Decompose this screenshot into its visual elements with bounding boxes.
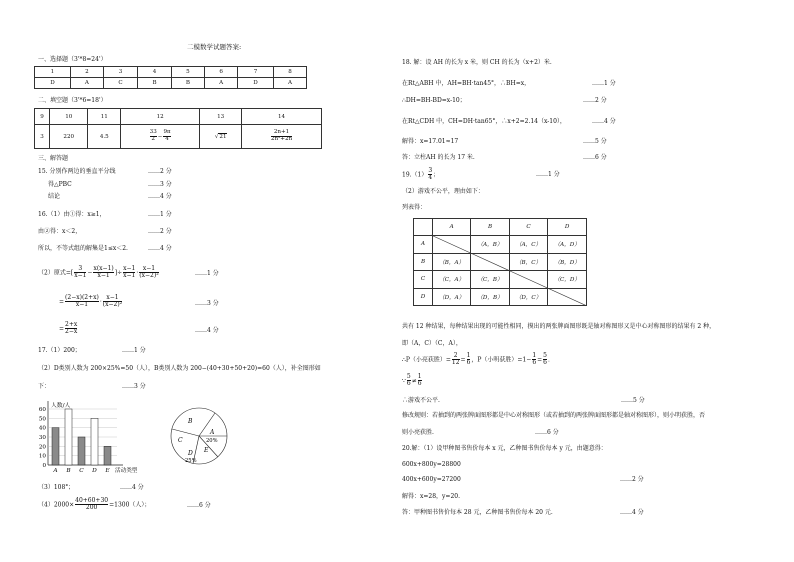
pie-label-e: E [204,447,209,454]
fill-answer-13: √21 [200,125,242,149]
choice-num: 5 [171,67,204,78]
q20-line4: 解得：x=28，y=20. [402,493,461,500]
frac-num: 5 [406,373,411,380]
row-header: B [414,253,433,271]
frac-num: x−1 [103,295,122,302]
y-tick-label: 40 [38,425,46,432]
x-tick-label: C [79,468,84,474]
choice-num: 2 [70,67,103,78]
frac-den: 4 [428,174,433,182]
fill-answer: 3 [35,125,50,149]
score: ……6 分 [187,502,211,509]
q16-line1: 16.（1）由①得：x≥1， [38,211,106,218]
q18-line3: ∴DH=BH-BD=x-10； [402,97,466,104]
choice-answer: D [238,78,274,89]
row-header: C [414,271,433,289]
outcome-cell: （B，A） [433,253,471,271]
score: ……2 分 [148,168,172,175]
fill-num: 12 [121,109,200,125]
score: ……3 分 [195,300,219,307]
fill-answer: 4.5 [88,125,121,149]
q16-line2: 由②得：x＜2， [38,228,82,235]
q19-line10: 则小亮获胜. [402,429,434,436]
frac-num: (2−x)(2+x) [65,294,99,301]
outcome-cell: （A，D） [548,236,587,254]
outcome-cell: （A，C） [509,236,548,254]
outcome-cell: （A，B） [471,236,509,254]
expr-result: =1300（人）； [109,501,151,509]
choice-answer: B [138,78,171,89]
frac-den: 6 [466,359,471,367]
choice-num: 1 [35,67,71,78]
fill-num: 13 [200,109,242,125]
q19-line1 [402,168,439,182]
bar-a [52,428,59,465]
expr-prefix: （4）2000× [38,501,75,509]
fill-num: 10 [50,109,88,125]
expr-part: ∵ [402,377,406,385]
choice-answer: D [35,78,71,89]
outcome-cell: （B，C） [509,253,548,271]
frac-den: 12 [451,359,460,367]
frac-den: 2 [151,136,155,142]
x-tick-label: B [66,468,71,474]
outcome-cell: （D，B） [471,288,509,306]
q20-line5: 答：甲种图书售价每本 28 元，乙种图书售价每本 20 元. [402,509,553,516]
q18-line1: 18. 解：设 AH 的长为 x 米，则 CH 的长为（x+2）米. [402,59,552,66]
expr-part: ≠ [411,377,417,385]
choice-num: 4 [138,67,171,78]
frac-num: 1 [417,373,422,380]
y-tick-label: 10 [38,453,46,460]
x-tick-label: D [92,468,97,474]
section1-heading: 一、选择题（3'*8=24'） [38,56,107,63]
frac-num: 5 [543,352,547,359]
pie-label-b: B [188,418,193,425]
choice-answer-table [34,66,307,89]
y-tick-label: 50 [38,416,46,423]
score: ……4 分 [148,245,172,252]
score: ……1 分 [592,80,616,87]
outcome-cell: （D，C） [509,288,548,306]
frac-num: 40+60+30 [75,497,109,504]
x-tick-label: E [105,468,110,474]
score: ……2 分 [148,228,172,235]
q16-expr3: = $\frac{2+x}{2-x}$ [59,321,78,336]
score: ……4 分 [592,118,616,125]
col-header: C [509,219,548,236]
pie-chart [168,405,230,467]
q16-line3: 所以，不等式组的解集是1≤x＜2. [38,245,128,252]
page-title: 二模数学试题答案: [187,43,242,51]
q16-expr2: = $\frac{(2-x)(2+x)}{x-1}$ · $\frac{x-1}{\text{(x−2)²}}$ [59,294,123,309]
q15-line2: 得△PBC [48,181,72,188]
frac-den: (x−2)² [139,272,159,280]
frac-den: x−1 [75,301,89,309]
frac-num: 3 [428,167,433,174]
fill-answer-12: $\frac{33}{2}$ − $\frac{9\pi}{4}$ [121,125,200,149]
q17-line3: 下： [38,383,51,390]
q15-line1: 15. 分别作两边的垂直平分线 [38,168,116,175]
pie-label-c: C [178,437,183,444]
frac-num: 33 [149,129,157,136]
frac-den: (x−2)² [102,301,123,309]
score: ……4 分 [195,327,219,334]
score: ……4 分 [120,484,144,491]
q19-line4: 共有 12 种结果，每种结果出现的可能性相同，摸出的两张牌面图形既是轴对称图形又是中心对称图形的结果有 2 种， [402,323,716,330]
q20-line1: 20.解：（1）设甲种图书售价每本 x 元，乙种图书售价每本 y 元，由题意得： [402,445,607,452]
score: ……3 分 [122,383,146,390]
frac-num: 9π [163,129,171,136]
score: ……1 分 [195,270,219,277]
frac-den: x−1 [123,272,136,280]
col-header: D [548,219,587,236]
frac-den: 2n²+2n [270,136,293,142]
frac-num: 1 [466,352,471,359]
outcome-cell [471,253,509,271]
section2-heading: 二、填空题（3'*6=18'） [38,97,107,104]
frac-den: 6 [406,380,411,388]
col-header: A [433,219,471,236]
q15-line3: 结论 [48,193,61,200]
q17-line1: 17.（1）200； [38,347,81,354]
outcome-table [413,218,587,306]
choice-num: 6 [205,67,238,78]
y-axis-title: 人数/人 [51,403,71,409]
expr-part: ，P（小明获胜）=1− [471,356,532,364]
expr-part: = [537,356,543,364]
sqrt-value: 21 [219,133,227,140]
fill-answer-table [34,108,322,149]
score: ……5 分 [583,138,607,145]
outcome-cell: （C，A） [433,271,471,289]
frac-den: 6 [532,359,537,367]
section3-heading: 三、解答题 [38,155,69,162]
bar-chart [30,393,165,478]
row-header: D [414,288,433,306]
outcome-cell [548,288,587,306]
fill-num: 9 [35,109,50,125]
frac-num: x−1 [123,265,136,272]
outcome-cell: （D，A） [433,288,471,306]
q18-line2: 在Rt△ABH 中，AH=BH·tan45°，∴BH=x， [402,80,531,87]
fill-answer: 220 [50,125,88,149]
frac-den: 200 [85,504,98,512]
expr-part: ∴P（小亮获胜）= [402,356,451,364]
y-tick-label: 30 [38,435,46,441]
choice-num: 8 [274,67,307,78]
expr-suffix: ； [433,171,440,179]
pie-pct-d: 25% [185,458,197,464]
frac-den: 2−x [65,328,78,336]
expr-part: = [460,356,466,364]
frac-den: 4 [165,136,169,142]
frac-den: 6 [417,380,422,388]
outcome-cell: （B，D） [548,253,587,271]
score: ……6 分 [583,154,607,161]
choice-answer: A [70,78,103,89]
score: ……4 分 [148,193,172,200]
q19-line8: ∴游戏不公平. [402,397,440,404]
frac-num: 2+x [65,321,78,328]
frac-den: x−1 [97,272,110,280]
outcome-cell [433,236,471,254]
choice-answer: C [103,78,137,89]
score: ……6 分 [535,429,559,436]
q17-line4: （3）108°； [38,484,75,491]
q18-line4: 在Rt△CDH 中，CH=DH·tan65°，∴x+2=2.14（x-10）， [402,118,566,125]
bar-c [78,437,85,465]
q19-probability [402,353,554,367]
q19-line3: 列表得： [402,204,427,211]
score: ……4 分 [620,509,644,516]
x-axis-title: 活动类型 [115,468,138,474]
score: ……2 分 [583,97,607,104]
col-header: B [471,219,509,236]
pie-label-a: A [210,429,215,436]
outcome-cell [509,271,548,289]
frac-num: 3 [74,266,86,273]
frac-den: x−1 [74,272,87,280]
q19-line5: 即（A，C）（C，A）， [402,340,462,347]
fill-num: 14 [242,109,322,125]
outcome-grid [413,218,587,306]
q16-expr1: （2）原式=[ $\frac{3}{x-1}$ − $\frac{x(x-1)}{x-1}$ ]÷ $\frac{x-1}{x-1}$ · $\frac{x-1}{\text{(x−2)²}}$ [38,265,159,280]
frac-num: 2 [453,352,458,359]
q17-line5 [38,498,150,512]
choice-answer: A [205,78,238,89]
q18-line5: 解得：x=17.01≈17 [402,138,459,145]
q20-line2: 600x+800y=28800 [402,461,461,468]
frac-num: x−1 [139,266,158,273]
q19-line2: （2）游戏不公平，理由如下： [402,188,484,195]
fill-answer-14 [242,125,322,149]
q19-compare [402,374,423,388]
expr-part: ． [548,356,555,364]
score: ……1 分 [122,347,146,354]
q19-line9: 修改规则：若抽到的两张牌面图形都是中心对称图形（或若抽到的两张牌面图形都是轴对称图形），则小明获胜，否 [402,412,706,419]
frac-den: 6 [543,359,547,367]
row-header: A [414,236,433,254]
score: ……1 分 [148,211,172,218]
choice-num: 7 [238,67,274,78]
choice-num: 3 [103,67,137,78]
outcome-cell: （C，B） [471,271,509,289]
fill-num: 11 [88,109,121,125]
bar-e [104,446,111,465]
frac-num: x(x−1) [93,265,114,272]
y-tick-label: 60 [38,407,46,413]
y-tick-label: 20 [38,444,46,451]
score: ……2 分 [620,476,644,483]
outcome-cell: （C，D） [548,271,587,289]
frac-num: 1 [532,352,537,359]
frac-num: 2n+1 [271,130,292,137]
bar-d [91,418,98,465]
pie-label-d: D [188,450,193,457]
q18-line6: 答：立柱AH 的长为 17 米. [402,154,475,161]
expr-prefix: （2）原式=[ [38,269,74,277]
expr-prefix: 19.（1） [402,171,428,179]
y-tick-label: 0 [42,463,46,469]
q17-line2: （2）D类别人数为 200×25%=50（人），B类别人数为 200−(40+30+50+20)=60（人），补全图形如 [38,365,321,372]
corner-cell [414,219,433,236]
choice-answer: A [274,78,307,89]
bar-b [65,409,72,465]
choice-answer: B [171,78,204,89]
q20-line3: 400x+600y=27200 [402,476,461,483]
pie-pct-a: 20% [206,438,218,444]
score: ……1 分 [536,171,560,178]
score: ……3 分 [148,181,172,188]
x-tick-label: A [53,468,58,474]
score: ……5 分 [621,397,645,404]
